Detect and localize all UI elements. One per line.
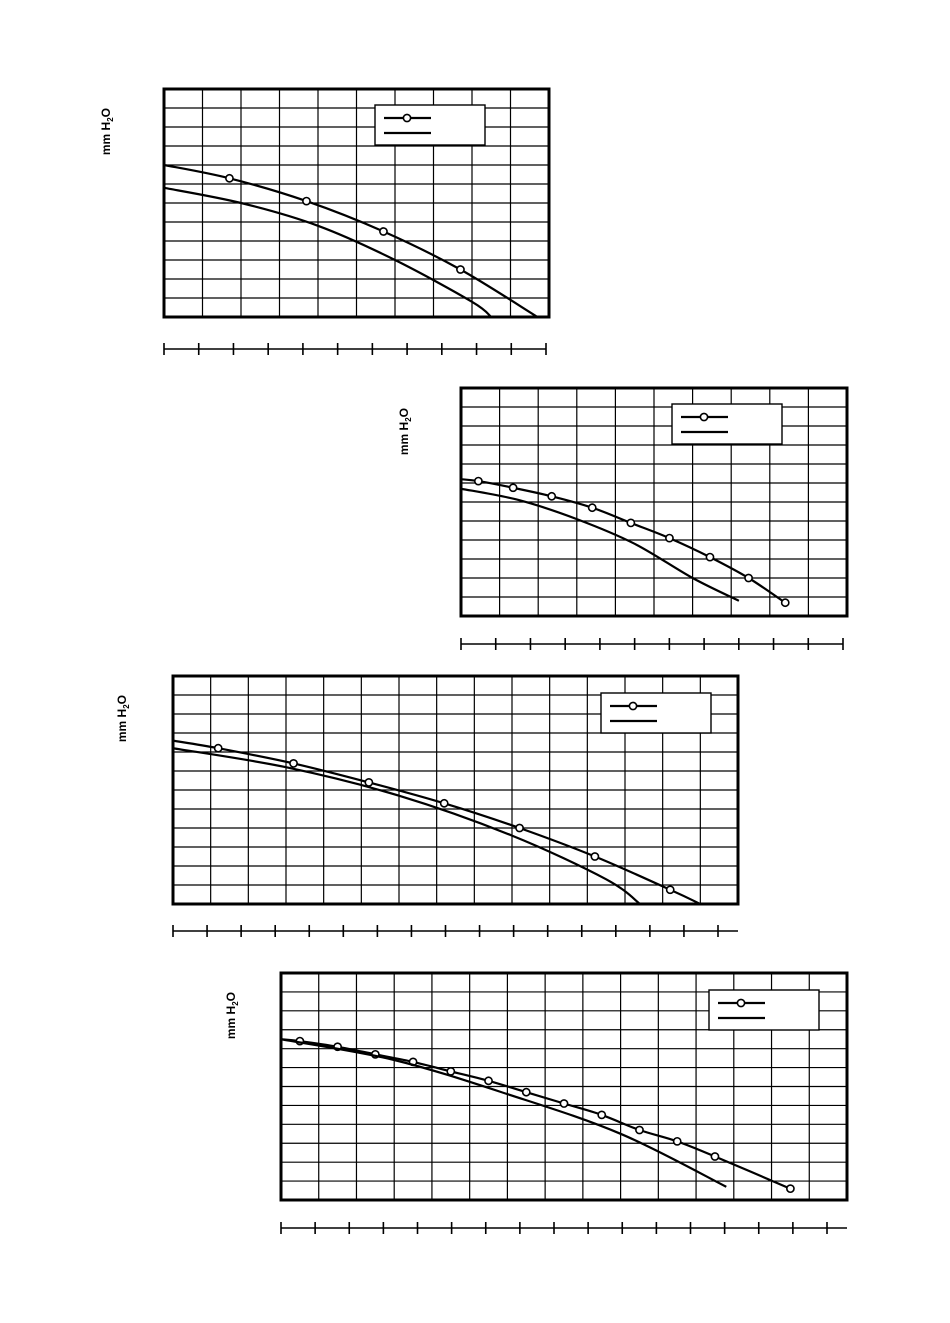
legend-marker-icon [403,114,410,121]
y-label-main: mm H [115,708,129,743]
chart-curves [281,1038,794,1193]
series-line-with-markers [281,1039,790,1189]
y-axis-label [397,408,413,455]
data-point [290,760,297,767]
y-label-main: mm H [397,421,411,456]
data-point [636,1126,643,1133]
y-label-subscript: 2 [122,704,131,709]
data-point [706,554,713,561]
data-point [674,1138,681,1145]
y-label-tail: O [115,695,129,705]
data-point [589,504,596,511]
data-point [627,519,634,526]
data-point [365,779,372,786]
data-point [787,1185,794,1192]
chart-4 [224,973,847,1234]
y-label-subscript: 2 [231,1001,240,1006]
legend [375,105,485,145]
legend-box [375,105,485,145]
y-axis-label [115,695,131,742]
legend-marker-icon [700,413,707,420]
data-point [523,1089,530,1096]
legend [672,404,782,444]
data-point [560,1100,567,1107]
chart-grid [164,89,549,317]
legend-box [672,404,782,444]
data-point [215,745,222,752]
series-line-plain [281,1039,726,1187]
legend [601,693,711,733]
data-point [510,484,517,491]
data-point [447,1068,454,1075]
y-label-tail: O [397,408,411,418]
chart-3 [115,676,738,937]
chart-curves [461,478,789,607]
y-label-subscript: 2 [106,117,115,122]
data-point [485,1077,492,1084]
legend-marker-icon [629,702,636,709]
data-point [475,478,482,485]
x-axis-ruler [281,1222,847,1234]
data-point [516,824,523,831]
legend-marker-icon [737,999,744,1006]
data-point [457,266,464,273]
data-point [711,1153,718,1160]
data-point [591,853,598,860]
data-point [666,535,673,542]
data-point [782,599,789,606]
chart-2 [397,388,847,650]
y-label-main: mm H [99,121,113,156]
y-axis-label [99,108,115,155]
data-point [598,1111,605,1118]
y-label-subscript: 2 [404,417,413,422]
y-label-tail: O [99,108,113,118]
x-axis-ruler [164,343,546,355]
x-axis-ruler [461,638,843,650]
data-point [667,886,674,893]
y-label-tail: O [224,992,238,1002]
data-point [548,493,555,500]
chart-grid [461,388,847,616]
data-point [745,574,752,581]
y-axis-label [224,992,240,1039]
legend-box [709,990,819,1030]
data-point [441,800,448,807]
data-point [226,175,233,182]
legend [709,990,819,1030]
data-point [303,198,310,205]
series-line-plain [461,489,739,601]
chart-1 [99,89,549,355]
legend-box [601,693,711,733]
y-label-main: mm H [224,1005,238,1040]
x-axis-ruler [173,925,738,937]
data-point [380,228,387,235]
